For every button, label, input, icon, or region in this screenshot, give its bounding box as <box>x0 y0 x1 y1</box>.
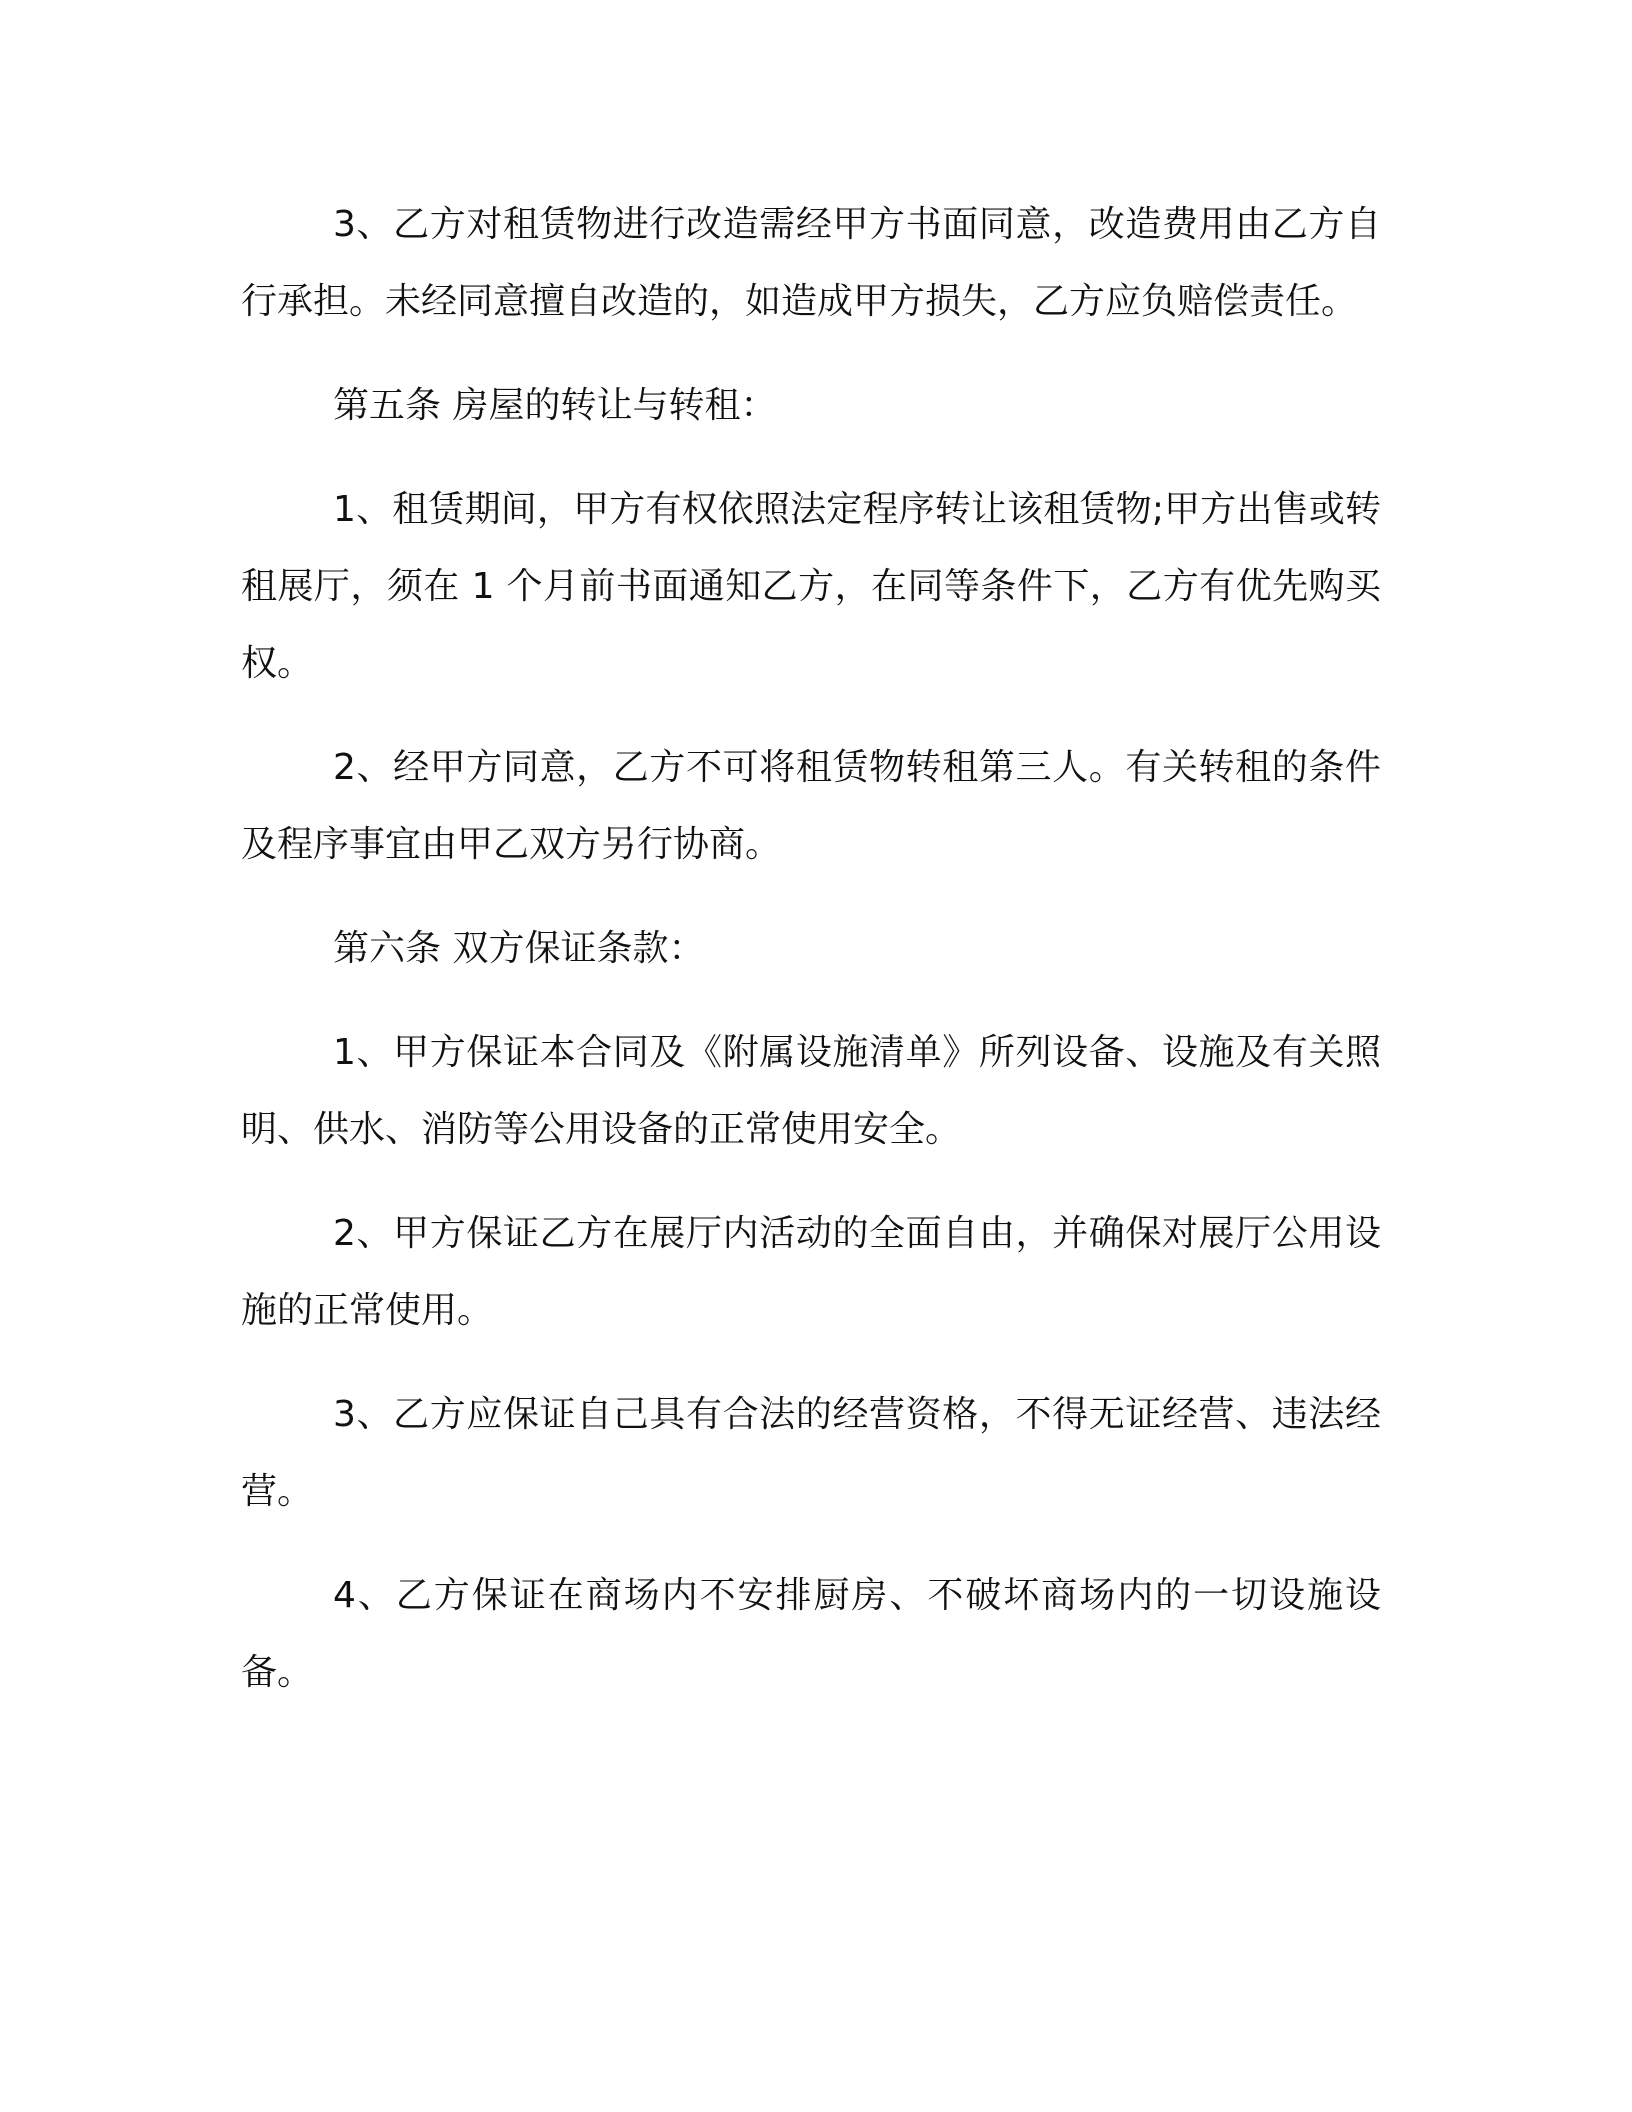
article-5-heading: 第五条 房屋的转让与转租： <box>333 385 777 426</box>
clause-6-item-2: 2、甲方保证乙方在展厅内活动的全面自由，并确保对展厅公用设施的正常使用。 <box>241 1213 1381 1331</box>
clause-6-item-3: 3、乙方应保证自己具有合法的经营资格，不得无证经营、违法经营。 <box>241 1394 1381 1512</box>
clause-4-item-3: 3、乙方对租赁物进行改造需经甲方书面同意，改造费用由乙方自行承担。未经同意擅自改造的，如造成甲方损失，乙方应负赔偿责任。 <box>241 204 1381 322</box>
clause-6-item-4: 4、乙方保证在商场内不安排厨房、不破坏商场内的一切设施设备。 <box>241 1575 1381 1693</box>
article-6-heading: 第六条 双方保证条款： <box>333 928 705 969</box>
document-body <box>241 186 1381 1738</box>
clause-6-item-1: 1、甲方保证本合同及《附属设施清单》所列设备、设施及有关照明、供水、消防等公用设备的正常使用安全。 <box>241 1032 1381 1150</box>
clause-5-item-1: 1、租赁期间，甲方有权依照法定程序转让该租赁物;甲方出售或转租展厅，须在 1 个月前书面通知乙方，在同等条件下，乙方有优先购买权。 <box>241 489 1381 684</box>
clause-5-item-2: 2、经甲方同意，乙方不可将租赁物转租第三人。有关转租的条件及程序事宜由甲乙双方另行协商。 <box>241 747 1381 865</box>
